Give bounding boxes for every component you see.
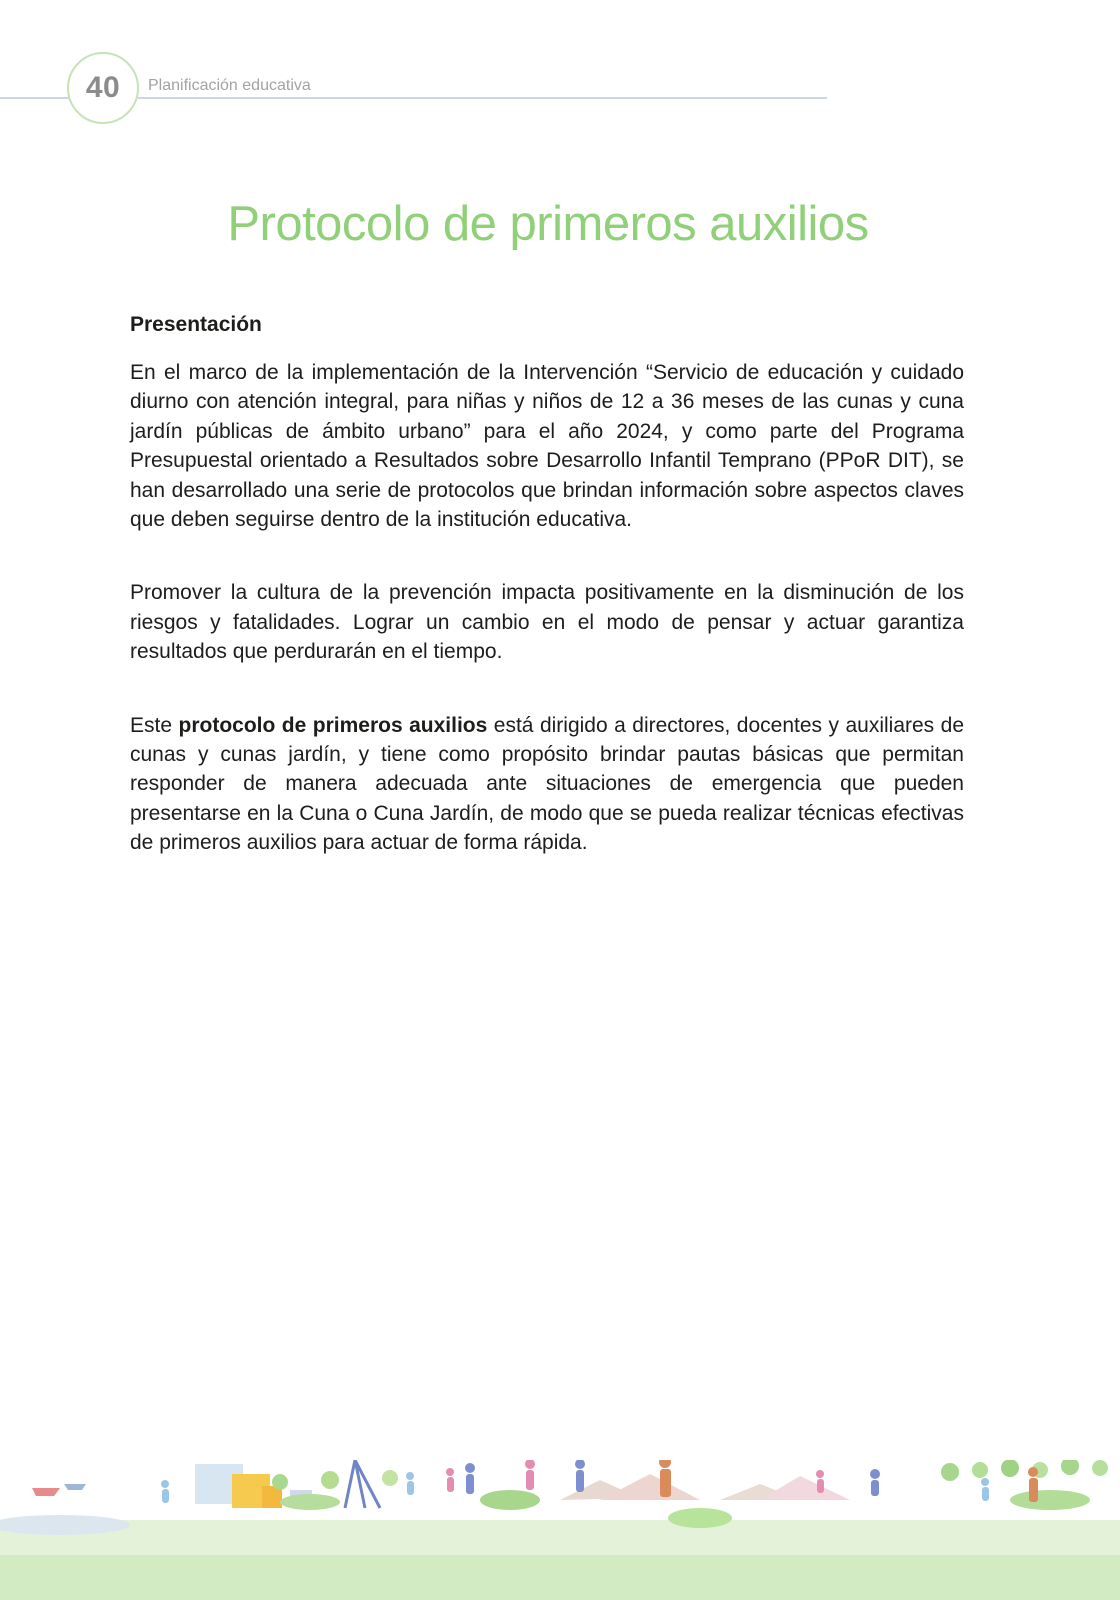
page-number: 40 <box>85 71 121 104</box>
paragraph-3-start: Este <box>130 713 179 737</box>
paragraph-1: En el marco de la implementación de la Intervención “Servicio de educación y cuidado diurno con atención integral, para niñas y niños de 12 a 36 meses de las cunas y cuna jardín públicas de ámbito urbano” para el año 2024, y como parte del Programa Presupuestal orientado a Resultados sobre Desarrollo Infantil Temprano (PPoR DIT), se han desarrollado una serie de protocolos que brindan información sobre aspectos claves que deben seguirse dentro de la institución educativa. <box>130 361 964 532</box>
running-header: Planificación educativa <box>148 77 311 94</box>
paragraph-3 <box>130 711 964 858</box>
paragraph-3-emphasis: protocolo de primeros auxilios <box>178 713 488 737</box>
page-title: Protocolo de primeros auxilios <box>227 197 869 251</box>
presentation-section <box>130 313 964 858</box>
footer-illustration <box>0 1460 1120 1600</box>
paragraph-2: Promover la cultura de la prevención impacta positivamente en la disminución de los riesgos y fatalidades. Lograr un cambio en el modo de pensar y actuar garantiza resultados que perdurarán en el tiempo. <box>130 581 964 664</box>
page-number-badge <box>67 52 139 124</box>
footer-landscape-graphic <box>0 1460 1120 1600</box>
paragraph-3-end: está dirigido a directores, docentes y auxiliares de cunas y cunas jardín, y tiene como propósito brindar pautas básicas que permitan responder de manera adecuada ante situaciones de emergencia que pueden presentarse en la Cuna o Cuna Jardín, de modo que se pueda realizar técnicas efectivas de primeros auxilios para actuar de forma rápida. <box>130 713 965 855</box>
section-heading: Presentación <box>130 313 262 336</box>
